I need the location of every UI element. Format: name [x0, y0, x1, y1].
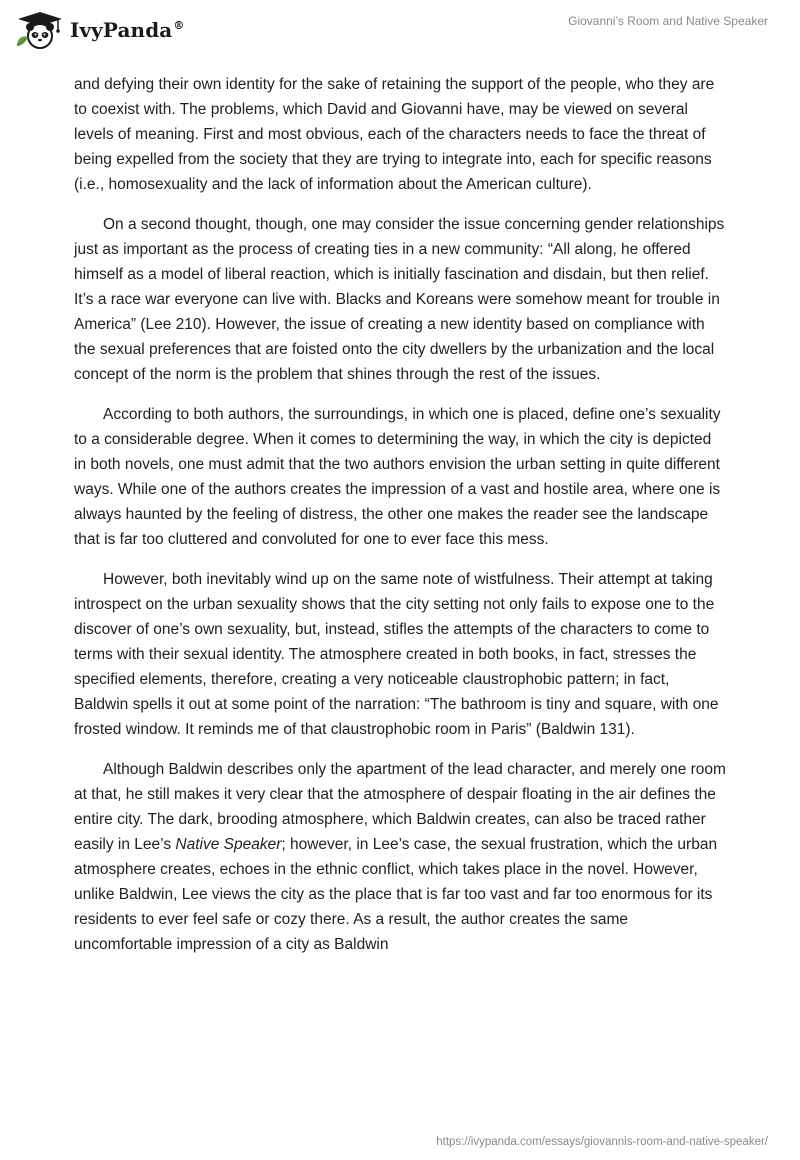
logo[interactable] — [14, 10, 184, 50]
paragraph — [74, 757, 726, 957]
book-title: Native Speaker — [175, 836, 282, 853]
paragraph-text: Although Baldwin describes only the apartment of the lead character, and merely one room at that, he still makes it very clear that the atmosphere of despair floating in the air defines the entire city. The dark, brooding atmosphere, which Baldwin creates, can also be traced rather easily in Lee’s — [74, 761, 726, 853]
logo-text: IvyPanda® — [70, 18, 185, 42]
paragraph: and defying their own identity for the sake of retaining the support of the people, who they are to coexist with. The problems, which David and Giovanni have, may be viewed on several levels of meaning. First and most obvious, each of the characters needs to face the threat of being expelled from the society that they are trying to integrate into, each for specific reasons (i.e., homosexuality and the lack of information about the American culture). — [74, 76, 715, 193]
paragraph: According to both authors, the surroundings, in which one is placed, define one’s sexuality to a considerable degree. When it comes to determining the way, in which the city is depicted in both novels, one must admit that the two authors envision the urban setting in quite different ways. While one of the authors creates the impression of a vast and hostile area, where one is always haunted by the feeling of distress, the other one makes the reader see the landscape that is far too cluttered and convoluted for one to ever face this mess. — [74, 406, 721, 548]
essay-body — [74, 72, 726, 972]
source-url[interactable]: https://ivypanda.com/essays/giovannis-room-and-native-speaker/ — [436, 1136, 768, 1148]
page-header — [0, 0, 800, 62]
paragraph: On a second thought, though, one may consider the issue concerning gender relationships just as important as the process of creating ties in a new community: “All along, he offered himself as a model of liberal reaction, which is initially fascination and disdain, but then relief. It’s a race war everyone can live with. Blacks and Koreans were somehow meant for trouble in America” (Lee 210). However, the issue of creating a new identity based on compliance with the sexual preferences that are foisted onto the city dwellers by the urbanization and the local concept of the norm is the problem that shines through the rest of the issues. — [74, 216, 725, 383]
panda-logo-icon — [14, 10, 66, 50]
paragraph: However, both inevitably wind up on the same note of wistfulness. Their attempt at taking introspect on the urban sexuality shows that the city setting not only fails to expose one to the discover of one’s own sexuality, but, instead, stifles the attempts of the characters to come to terms with their sexual identity. The atmosphere created in both books, in fact, stresses the specified elements, therefore, creating a very noticeable claustrophobic pattern; in fact, Baldwin spells it out at some point of the narration: “The bathroom is tiny and square, with one frosted window. It reminds me of that claustrophobic room in Paris” (Baldwin 131). — [74, 571, 719, 738]
document-title: Giovanni’s Room and Native Speaker — [568, 14, 768, 28]
paragraph-text: ; however, in Lee’s case, the sexual frustration, which the urban atmosphere creates, echoes in the ethnic conflict, which takes place in the novel. However, unlike Baldwin, Lee views the city as the place that is far too vast and far too enormous for its residents to ever feel safe or cozy there. As a result, the author creates the same uncomfortable impression of a city as Baldwin — [74, 836, 718, 953]
